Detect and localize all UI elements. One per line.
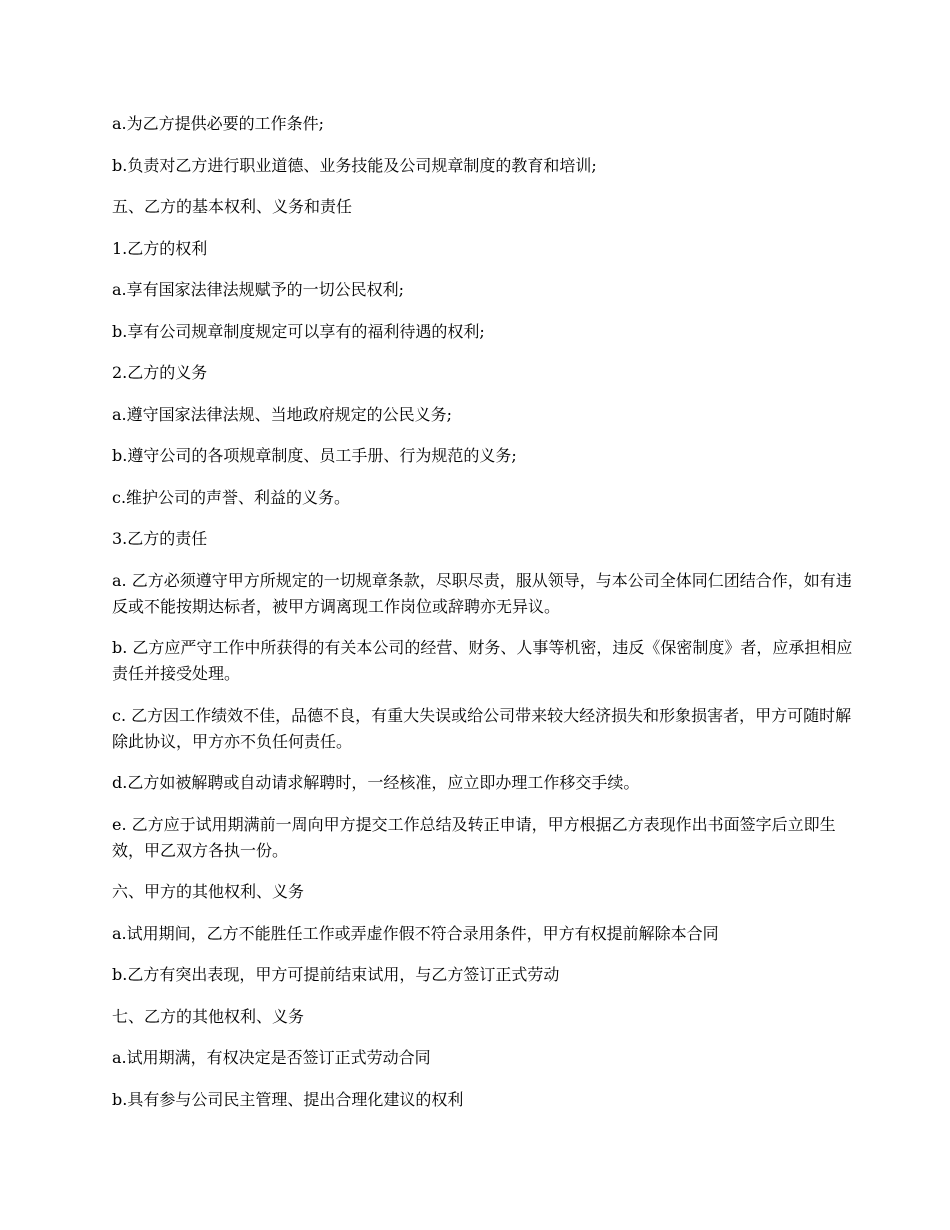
- subsection-heading: 2.乙方的义务: [112, 363, 208, 382]
- section-heading: 六、甲方的其他权利、义务: [112, 882, 305, 901]
- paragraph: a.试用期间，乙方不能胜任工作或弄虚作假不符合录用条件，甲方有权提前解除本合同: [112, 923, 719, 943]
- paragraph: a.遵守国家法律法规、当地政府规定的公民义务;: [112, 404, 453, 424]
- paragraph: c.维护公司的声誉、利益的义务。: [112, 487, 351, 507]
- paragraph: b.享有公司规章制度规定可以享有的福利待遇的权利;: [112, 321, 485, 341]
- paragraph: a. 乙方必须遵守甲方所规定的一切规章条款，尽职尽责，服从领导，与本公司全体同仁团结合作，如有违反或不能按期达标者，被甲方调离现工作岗位或辞聘亦无异议。: [112, 570, 852, 616]
- section-heading: 五、乙方的基本权利、义务和责任: [112, 197, 353, 216]
- document-body: [112, 111, 862, 1128]
- paragraph: d.乙方如被解聘或自动请求解聘时，一经核准，应立即办理工作移交手续。: [112, 773, 640, 792]
- paragraph: b.负责对乙方进行职业道德、业务技能及公司规章制度的教育和培训;: [112, 155, 597, 175]
- paragraph: a.试用期满，有权决定是否签订正式劳动合同: [112, 1048, 431, 1067]
- paragraph: a.为乙方提供必要的工作条件;: [112, 114, 325, 133]
- paragraph: b.遵守公司的各项规章制度、员工手册、行为规范的义务;: [112, 446, 517, 465]
- paragraph: b. 乙方应严守工作中所获得的有关本公司的经营、财务、人事等机密，违反《保密制度》者，应承担相应责任并接受处理。: [112, 638, 853, 683]
- paragraph: b.乙方有突出表现，甲方可提前结束试用，与乙方签订正式劳动: [112, 965, 560, 984]
- section-heading: 七、乙方的其他权利、义务: [112, 1006, 305, 1026]
- paragraph: e. 乙方应于试用期满前一周向甲方提交工作总结及转正申请，甲方根据乙方表现作出书面签字后立即生效，甲乙双方各执一份。: [112, 814, 836, 860]
- subsection-heading: 3.乙方的责任: [112, 529, 208, 548]
- paragraph: c. 乙方因工作绩效不佳，品德不良，有重大失误或给公司带来较大经济损失和形象损害者，甲方可随时解除此协议，甲方亦不负任何责任。: [112, 705, 852, 751]
- subsection-heading: 1.乙方的权利: [112, 238, 208, 258]
- paragraph: b.具有参与公司民主管理、提出合理化建议的权利: [112, 1089, 464, 1109]
- paragraph: a.享有国家法律法规赋予的一切公民权利;: [112, 280, 405, 299]
